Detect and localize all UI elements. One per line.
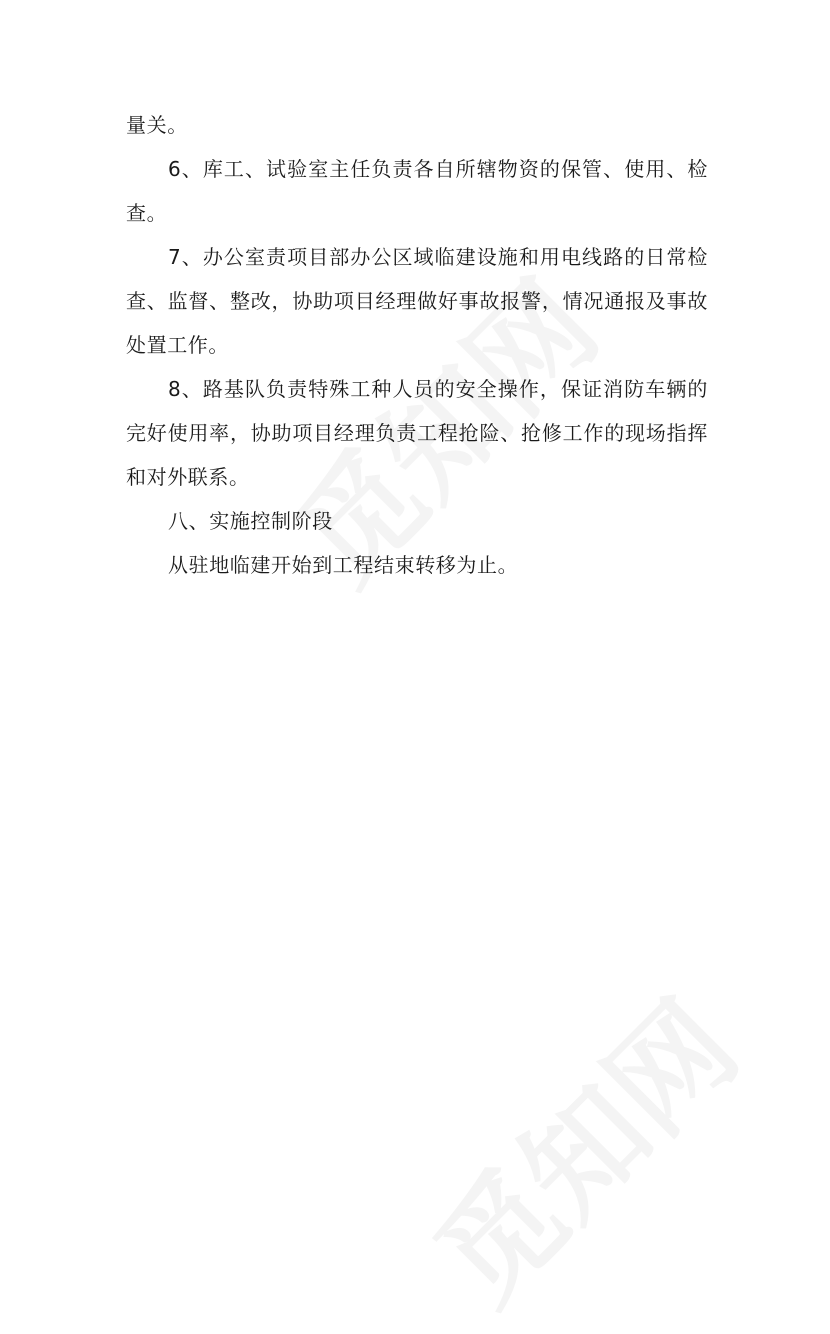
- watermark: [392, 958, 768, 1334]
- paragraph-item-6: 6、库工、试验室主任负责各自所辖物资的保管、使用、检查。: [126, 157, 708, 225]
- paragraph-continuation: 量关。: [126, 113, 188, 137]
- paragraph-item-8: 8、路基队负责特殊工种人员的安全操作，保证消防车辆的完好使用率，协助项目经理负责工程抢险、抢修工作的现场指挥和对外联系。: [126, 377, 708, 489]
- paragraph-item-7: 7、办公室责项目部办公区域临建设施和用电线路的日常检查、监督、整改，协助项目经理做好事故报警，情况通报及事故处置工作。: [126, 245, 708, 357]
- document-body: [126, 103, 708, 587]
- section-heading: 八、实施控制阶段: [168, 509, 333, 533]
- paragraph-section-body: 从驻地临建开始到工程结束转移为止。: [168, 553, 519, 577]
